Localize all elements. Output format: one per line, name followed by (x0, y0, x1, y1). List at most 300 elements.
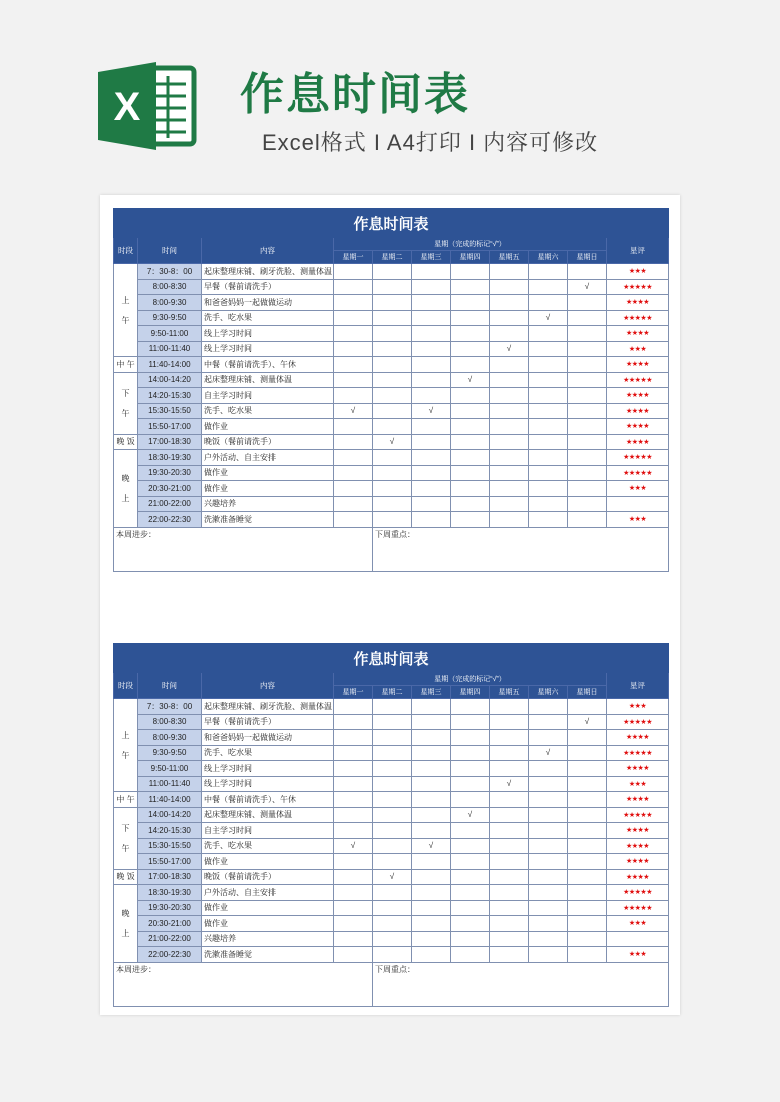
check-cell[interactable] (568, 699, 607, 715)
time-cell[interactable]: 8:00-9:30 (138, 295, 202, 311)
rating-cell[interactable]: ★★★★ (607, 326, 669, 342)
check-cell[interactable] (334, 512, 373, 528)
check-cell[interactable] (334, 310, 373, 326)
check-cell[interactable] (568, 885, 607, 901)
check-cell[interactable] (529, 465, 568, 481)
check-cell[interactable] (490, 916, 529, 932)
check-cell[interactable] (490, 792, 529, 808)
check-cell[interactable] (412, 496, 451, 512)
check-cell[interactable] (334, 761, 373, 777)
check-cell[interactable] (373, 465, 412, 481)
check-cell[interactable] (451, 341, 490, 357)
check-cell[interactable] (529, 776, 568, 792)
time-cell[interactable]: 11:40-14:00 (138, 792, 202, 808)
check-cell[interactable] (412, 264, 451, 280)
check-cell[interactable] (529, 699, 568, 715)
check-cell[interactable] (334, 792, 373, 808)
check-cell[interactable] (412, 512, 451, 528)
rating-cell[interactable]: ★★★★ (607, 388, 669, 404)
check-cell[interactable] (529, 496, 568, 512)
check-cell[interactable] (373, 279, 412, 295)
check-cell[interactable]: √ (412, 838, 451, 854)
check-cell[interactable]: √ (373, 434, 412, 450)
rating-cell[interactable]: ★★★ (607, 699, 669, 715)
check-cell[interactable] (529, 419, 568, 435)
time-cell[interactable]: 8:00-8:30 (138, 714, 202, 730)
check-cell[interactable] (529, 512, 568, 528)
time-cell[interactable]: 15:30-15:50 (138, 838, 202, 854)
content-cell[interactable]: 和爸爸妈妈一起做做运动 (202, 295, 334, 311)
check-cell[interactable] (451, 295, 490, 311)
check-cell[interactable] (412, 931, 451, 947)
content-cell[interactable]: 做作业 (202, 481, 334, 497)
check-cell[interactable] (334, 947, 373, 963)
rating-cell[interactable]: ★★★★ (607, 823, 669, 839)
time-cell[interactable]: 22:00-22:30 (138, 512, 202, 528)
check-cell[interactable] (529, 295, 568, 311)
check-cell[interactable] (568, 465, 607, 481)
check-cell[interactable] (529, 947, 568, 963)
check-cell[interactable] (451, 496, 490, 512)
content-cell[interactable]: 中餐（餐前请洗手）、午休 (202, 357, 334, 373)
content-cell[interactable]: 线上学习时间 (202, 341, 334, 357)
rating-cell[interactable]: ★★★★★ (607, 450, 669, 466)
rating-cell[interactable]: ★★★★ (607, 854, 669, 870)
rating-cell[interactable]: ★★★★ (607, 761, 669, 777)
content-cell[interactable]: 线上学习时间 (202, 761, 334, 777)
check-cell[interactable] (412, 699, 451, 715)
check-cell[interactable] (334, 295, 373, 311)
check-cell[interactable] (412, 730, 451, 746)
rating-cell[interactable]: ★★★★★ (607, 310, 669, 326)
time-cell[interactable]: 15:50-17:00 (138, 854, 202, 870)
check-cell[interactable] (568, 512, 607, 528)
check-cell[interactable]: √ (490, 776, 529, 792)
check-cell[interactable]: √ (334, 403, 373, 419)
check-cell[interactable] (451, 326, 490, 342)
check-cell[interactable] (529, 792, 568, 808)
check-cell[interactable] (490, 900, 529, 916)
time-cell[interactable]: 22:00-22:30 (138, 947, 202, 963)
check-cell[interactable] (412, 310, 451, 326)
check-cell[interactable] (412, 885, 451, 901)
rating-cell[interactable]: ★★★★ (607, 730, 669, 746)
notes-progress-cell[interactable]: 本周进步： (114, 527, 373, 571)
check-cell[interactable] (451, 730, 490, 746)
check-cell[interactable] (373, 900, 412, 916)
check-cell[interactable] (373, 916, 412, 932)
content-cell[interactable]: 洗手、吃水果 (202, 403, 334, 419)
check-cell[interactable] (373, 295, 412, 311)
check-cell[interactable] (334, 730, 373, 746)
check-cell[interactable] (568, 481, 607, 497)
check-cell[interactable] (568, 745, 607, 761)
check-cell[interactable] (490, 714, 529, 730)
check-cell[interactable] (373, 512, 412, 528)
check-cell[interactable] (490, 838, 529, 854)
check-cell[interactable] (451, 823, 490, 839)
check-cell[interactable] (529, 885, 568, 901)
content-cell[interactable]: 做作业 (202, 854, 334, 870)
check-cell[interactable] (451, 854, 490, 870)
check-cell[interactable] (334, 326, 373, 342)
check-cell[interactable] (568, 434, 607, 450)
check-cell[interactable] (490, 512, 529, 528)
content-cell[interactable]: 做作业 (202, 465, 334, 481)
check-cell[interactable] (490, 730, 529, 746)
check-cell[interactable] (373, 823, 412, 839)
rating-cell[interactable] (607, 496, 669, 512)
check-cell[interactable] (373, 450, 412, 466)
check-cell[interactable] (451, 699, 490, 715)
check-cell[interactable] (334, 465, 373, 481)
check-cell[interactable] (334, 264, 373, 280)
check-cell[interactable] (373, 776, 412, 792)
rating-cell[interactable]: ★★★★ (607, 357, 669, 373)
content-cell[interactable]: 做作业 (202, 419, 334, 435)
check-cell[interactable] (490, 496, 529, 512)
check-cell[interactable] (451, 761, 490, 777)
rating-cell[interactable]: ★★★★★ (607, 745, 669, 761)
check-cell[interactable] (529, 854, 568, 870)
notes-focus-cell[interactable]: 下周重点： (373, 527, 669, 571)
check-cell[interactable] (568, 264, 607, 280)
check-cell[interactable] (490, 388, 529, 404)
check-cell[interactable] (412, 745, 451, 761)
check-cell[interactable] (490, 807, 529, 823)
time-cell[interactable]: 15:50-17:00 (138, 419, 202, 435)
check-cell[interactable] (373, 481, 412, 497)
time-cell[interactable]: 19:30-20:30 (138, 900, 202, 916)
time-cell[interactable]: 14:20-15:30 (138, 388, 202, 404)
check-cell[interactable]: √ (412, 403, 451, 419)
time-cell[interactable]: 17:00-18:30 (138, 434, 202, 450)
check-cell[interactable] (412, 279, 451, 295)
time-cell[interactable]: 11:00-11:40 (138, 776, 202, 792)
check-cell[interactable] (451, 450, 490, 466)
check-cell[interactable] (529, 372, 568, 388)
check-cell[interactable] (568, 295, 607, 311)
check-cell[interactable] (451, 947, 490, 963)
check-cell[interactable] (373, 264, 412, 280)
check-cell[interactable] (373, 357, 412, 373)
check-cell[interactable] (451, 279, 490, 295)
check-cell[interactable] (373, 730, 412, 746)
check-cell[interactable] (334, 854, 373, 870)
check-cell[interactable] (451, 838, 490, 854)
check-cell[interactable] (490, 854, 529, 870)
rating-cell[interactable]: ★★★★ (607, 419, 669, 435)
time-cell[interactable]: 7：30-8：00 (138, 264, 202, 280)
check-cell[interactable] (451, 885, 490, 901)
check-cell[interactable] (529, 326, 568, 342)
rating-cell[interactable] (607, 931, 669, 947)
check-cell[interactable] (451, 714, 490, 730)
check-cell[interactable] (568, 496, 607, 512)
check-cell[interactable] (490, 869, 529, 885)
rating-cell[interactable]: ★★★★ (607, 792, 669, 808)
content-cell[interactable]: 中餐（餐前请洗手）、午休 (202, 792, 334, 808)
check-cell[interactable] (412, 900, 451, 916)
check-cell[interactable] (334, 699, 373, 715)
time-cell[interactable]: 15:30-15:50 (138, 403, 202, 419)
check-cell[interactable] (412, 481, 451, 497)
check-cell[interactable] (412, 823, 451, 839)
check-cell[interactable]: √ (451, 807, 490, 823)
check-cell[interactable] (451, 403, 490, 419)
check-cell[interactable] (451, 745, 490, 761)
check-cell[interactable]: √ (451, 372, 490, 388)
check-cell[interactable] (451, 931, 490, 947)
time-cell[interactable]: 20:30-21:00 (138, 481, 202, 497)
check-cell[interactable] (568, 419, 607, 435)
check-cell[interactable] (373, 372, 412, 388)
rating-cell[interactable]: ★★★★ (607, 434, 669, 450)
check-cell[interactable] (334, 931, 373, 947)
check-cell[interactable] (412, 341, 451, 357)
check-cell[interactable] (334, 823, 373, 839)
check-cell[interactable] (490, 699, 529, 715)
check-cell[interactable]: √ (568, 714, 607, 730)
check-cell[interactable] (373, 326, 412, 342)
check-cell[interactable] (529, 869, 568, 885)
check-cell[interactable] (490, 372, 529, 388)
time-cell[interactable]: 14:00-14:20 (138, 372, 202, 388)
rating-cell[interactable]: ★★★★★ (607, 465, 669, 481)
check-cell[interactable] (568, 341, 607, 357)
time-cell[interactable]: 8:00-9:30 (138, 730, 202, 746)
check-cell[interactable] (490, 885, 529, 901)
check-cell[interactable] (373, 792, 412, 808)
check-cell[interactable] (529, 807, 568, 823)
check-cell[interactable] (334, 900, 373, 916)
time-cell[interactable]: 11:00-11:40 (138, 341, 202, 357)
check-cell[interactable] (490, 326, 529, 342)
check-cell[interactable]: √ (373, 869, 412, 885)
content-cell[interactable]: 兴趣培养 (202, 496, 334, 512)
check-cell[interactable] (568, 372, 607, 388)
check-cell[interactable] (334, 341, 373, 357)
check-cell[interactable] (529, 931, 568, 947)
check-cell[interactable] (451, 481, 490, 497)
check-cell[interactable] (490, 403, 529, 419)
check-cell[interactable] (334, 885, 373, 901)
check-cell[interactable] (490, 434, 529, 450)
check-cell[interactable] (568, 854, 607, 870)
check-cell[interactable] (451, 264, 490, 280)
check-cell[interactable] (412, 465, 451, 481)
content-cell[interactable]: 洗手、吃水果 (202, 745, 334, 761)
time-cell[interactable]: 20:30-21:00 (138, 916, 202, 932)
time-cell[interactable]: 14:00-14:20 (138, 807, 202, 823)
check-cell[interactable] (412, 326, 451, 342)
check-cell[interactable] (490, 931, 529, 947)
check-cell[interactable] (568, 326, 607, 342)
content-cell[interactable]: 早餐（餐前请洗手） (202, 279, 334, 295)
check-cell[interactable] (373, 761, 412, 777)
check-cell[interactable] (568, 450, 607, 466)
content-cell[interactable]: 户外活动、自主安排 (202, 450, 334, 466)
check-cell[interactable] (490, 357, 529, 373)
rating-cell[interactable]: ★★★★ (607, 869, 669, 885)
rating-cell[interactable]: ★★★ (607, 776, 669, 792)
check-cell[interactable] (412, 714, 451, 730)
check-cell[interactable] (568, 357, 607, 373)
check-cell[interactable] (568, 403, 607, 419)
check-cell[interactable] (373, 699, 412, 715)
content-cell[interactable]: 兴趣培养 (202, 931, 334, 947)
check-cell[interactable] (451, 869, 490, 885)
rating-cell[interactable]: ★★★ (607, 481, 669, 497)
check-cell[interactable] (451, 776, 490, 792)
check-cell[interactable]: √ (490, 341, 529, 357)
content-cell[interactable]: 线上学习时间 (202, 326, 334, 342)
check-cell[interactable] (373, 885, 412, 901)
check-cell[interactable] (490, 481, 529, 497)
check-cell[interactable] (412, 388, 451, 404)
check-cell[interactable] (412, 450, 451, 466)
time-cell[interactable]: 14:20-15:30 (138, 823, 202, 839)
check-cell[interactable] (490, 450, 529, 466)
rating-cell[interactable]: ★★★★ (607, 838, 669, 854)
check-cell[interactable] (334, 916, 373, 932)
check-cell[interactable] (373, 745, 412, 761)
check-cell[interactable] (334, 807, 373, 823)
time-cell[interactable]: 9:50-11:00 (138, 761, 202, 777)
content-cell[interactable]: 起床整理床铺、测量体温 (202, 807, 334, 823)
notes-progress-cell[interactable]: 本周进步： (114, 962, 373, 1006)
check-cell[interactable] (334, 745, 373, 761)
content-cell[interactable]: 起床整理床铺、刷牙洗脸、测量体温 (202, 264, 334, 280)
check-cell[interactable] (373, 496, 412, 512)
check-cell[interactable] (373, 931, 412, 947)
check-cell[interactable] (529, 264, 568, 280)
check-cell[interactable] (568, 838, 607, 854)
check-cell[interactable] (529, 403, 568, 419)
check-cell[interactable] (529, 357, 568, 373)
check-cell[interactable] (568, 388, 607, 404)
time-cell[interactable]: 18:30-19:30 (138, 450, 202, 466)
time-cell[interactable]: 9:50-11:00 (138, 326, 202, 342)
check-cell[interactable] (451, 434, 490, 450)
content-cell[interactable]: 早餐（餐前请洗手） (202, 714, 334, 730)
check-cell[interactable] (451, 388, 490, 404)
time-cell[interactable]: 21:00-22:00 (138, 496, 202, 512)
check-cell[interactable] (490, 279, 529, 295)
check-cell[interactable] (334, 372, 373, 388)
check-cell[interactable] (412, 434, 451, 450)
notes-focus-cell[interactable]: 下周重点： (373, 962, 669, 1006)
check-cell[interactable] (490, 295, 529, 311)
check-cell[interactable] (373, 854, 412, 870)
check-cell[interactable] (373, 419, 412, 435)
check-cell[interactable] (334, 419, 373, 435)
check-cell[interactable] (490, 761, 529, 777)
check-cell[interactable] (529, 481, 568, 497)
check-cell[interactable] (373, 310, 412, 326)
rating-cell[interactable]: ★★★ (607, 947, 669, 963)
check-cell[interactable] (451, 465, 490, 481)
content-cell[interactable]: 洗手、吃水果 (202, 310, 334, 326)
check-cell[interactable] (334, 714, 373, 730)
check-cell[interactable] (490, 465, 529, 481)
time-cell[interactable]: 17:00-18:30 (138, 869, 202, 885)
check-cell[interactable] (568, 823, 607, 839)
check-cell[interactable] (529, 341, 568, 357)
content-cell[interactable]: 自主学习时间 (202, 823, 334, 839)
check-cell[interactable] (412, 854, 451, 870)
check-cell[interactable] (373, 807, 412, 823)
time-cell[interactable]: 18:30-19:30 (138, 885, 202, 901)
time-cell[interactable]: 8:00-8:30 (138, 279, 202, 295)
check-cell[interactable] (412, 776, 451, 792)
check-cell[interactable] (568, 869, 607, 885)
check-cell[interactable] (568, 730, 607, 746)
content-cell[interactable]: 洗漱准备睡觉 (202, 947, 334, 963)
rating-cell[interactable]: ★★★ (607, 341, 669, 357)
check-cell[interactable] (334, 434, 373, 450)
rating-cell[interactable]: ★★★ (607, 512, 669, 528)
check-cell[interactable] (529, 916, 568, 932)
check-cell[interactable] (568, 900, 607, 916)
check-cell[interactable] (334, 388, 373, 404)
check-cell[interactable] (334, 776, 373, 792)
check-cell[interactable] (568, 776, 607, 792)
rating-cell[interactable]: ★★★★ (607, 403, 669, 419)
content-cell[interactable]: 线上学习时间 (202, 776, 334, 792)
check-cell[interactable] (412, 792, 451, 808)
check-cell[interactable] (373, 341, 412, 357)
check-cell[interactable] (412, 807, 451, 823)
check-cell[interactable]: √ (334, 838, 373, 854)
content-cell[interactable]: 洗手、吃水果 (202, 838, 334, 854)
check-cell[interactable] (529, 279, 568, 295)
check-cell[interactable] (529, 434, 568, 450)
check-cell[interactable] (568, 916, 607, 932)
check-cell[interactable]: √ (529, 310, 568, 326)
check-cell[interactable] (451, 900, 490, 916)
check-cell[interactable] (412, 869, 451, 885)
time-cell[interactable]: 9:30-9:50 (138, 310, 202, 326)
check-cell[interactable] (490, 745, 529, 761)
time-cell[interactable]: 9:30-9:50 (138, 745, 202, 761)
check-cell[interactable] (451, 512, 490, 528)
check-cell[interactable] (451, 916, 490, 932)
check-cell[interactable] (334, 496, 373, 512)
time-cell[interactable]: 19:30-20:30 (138, 465, 202, 481)
content-cell[interactable]: 做作业 (202, 900, 334, 916)
check-cell[interactable]: √ (529, 745, 568, 761)
rating-cell[interactable]: ★★★ (607, 916, 669, 932)
check-cell[interactable] (568, 310, 607, 326)
check-cell[interactable] (568, 792, 607, 808)
check-cell[interactable] (412, 295, 451, 311)
check-cell[interactable] (529, 730, 568, 746)
check-cell[interactable] (412, 916, 451, 932)
rating-cell[interactable]: ★★★★★ (607, 885, 669, 901)
rating-cell[interactable]: ★★★★★ (607, 372, 669, 388)
check-cell[interactable] (490, 310, 529, 326)
check-cell[interactable] (373, 403, 412, 419)
check-cell[interactable] (529, 823, 568, 839)
rating-cell[interactable]: ★★★★ (607, 295, 669, 311)
rating-cell[interactable]: ★★★★★ (607, 714, 669, 730)
check-cell[interactable] (373, 388, 412, 404)
check-cell[interactable] (490, 947, 529, 963)
content-cell[interactable]: 晚饭（餐前请洗手） (202, 869, 334, 885)
check-cell[interactable] (334, 869, 373, 885)
rating-cell[interactable]: ★★★ (607, 264, 669, 280)
